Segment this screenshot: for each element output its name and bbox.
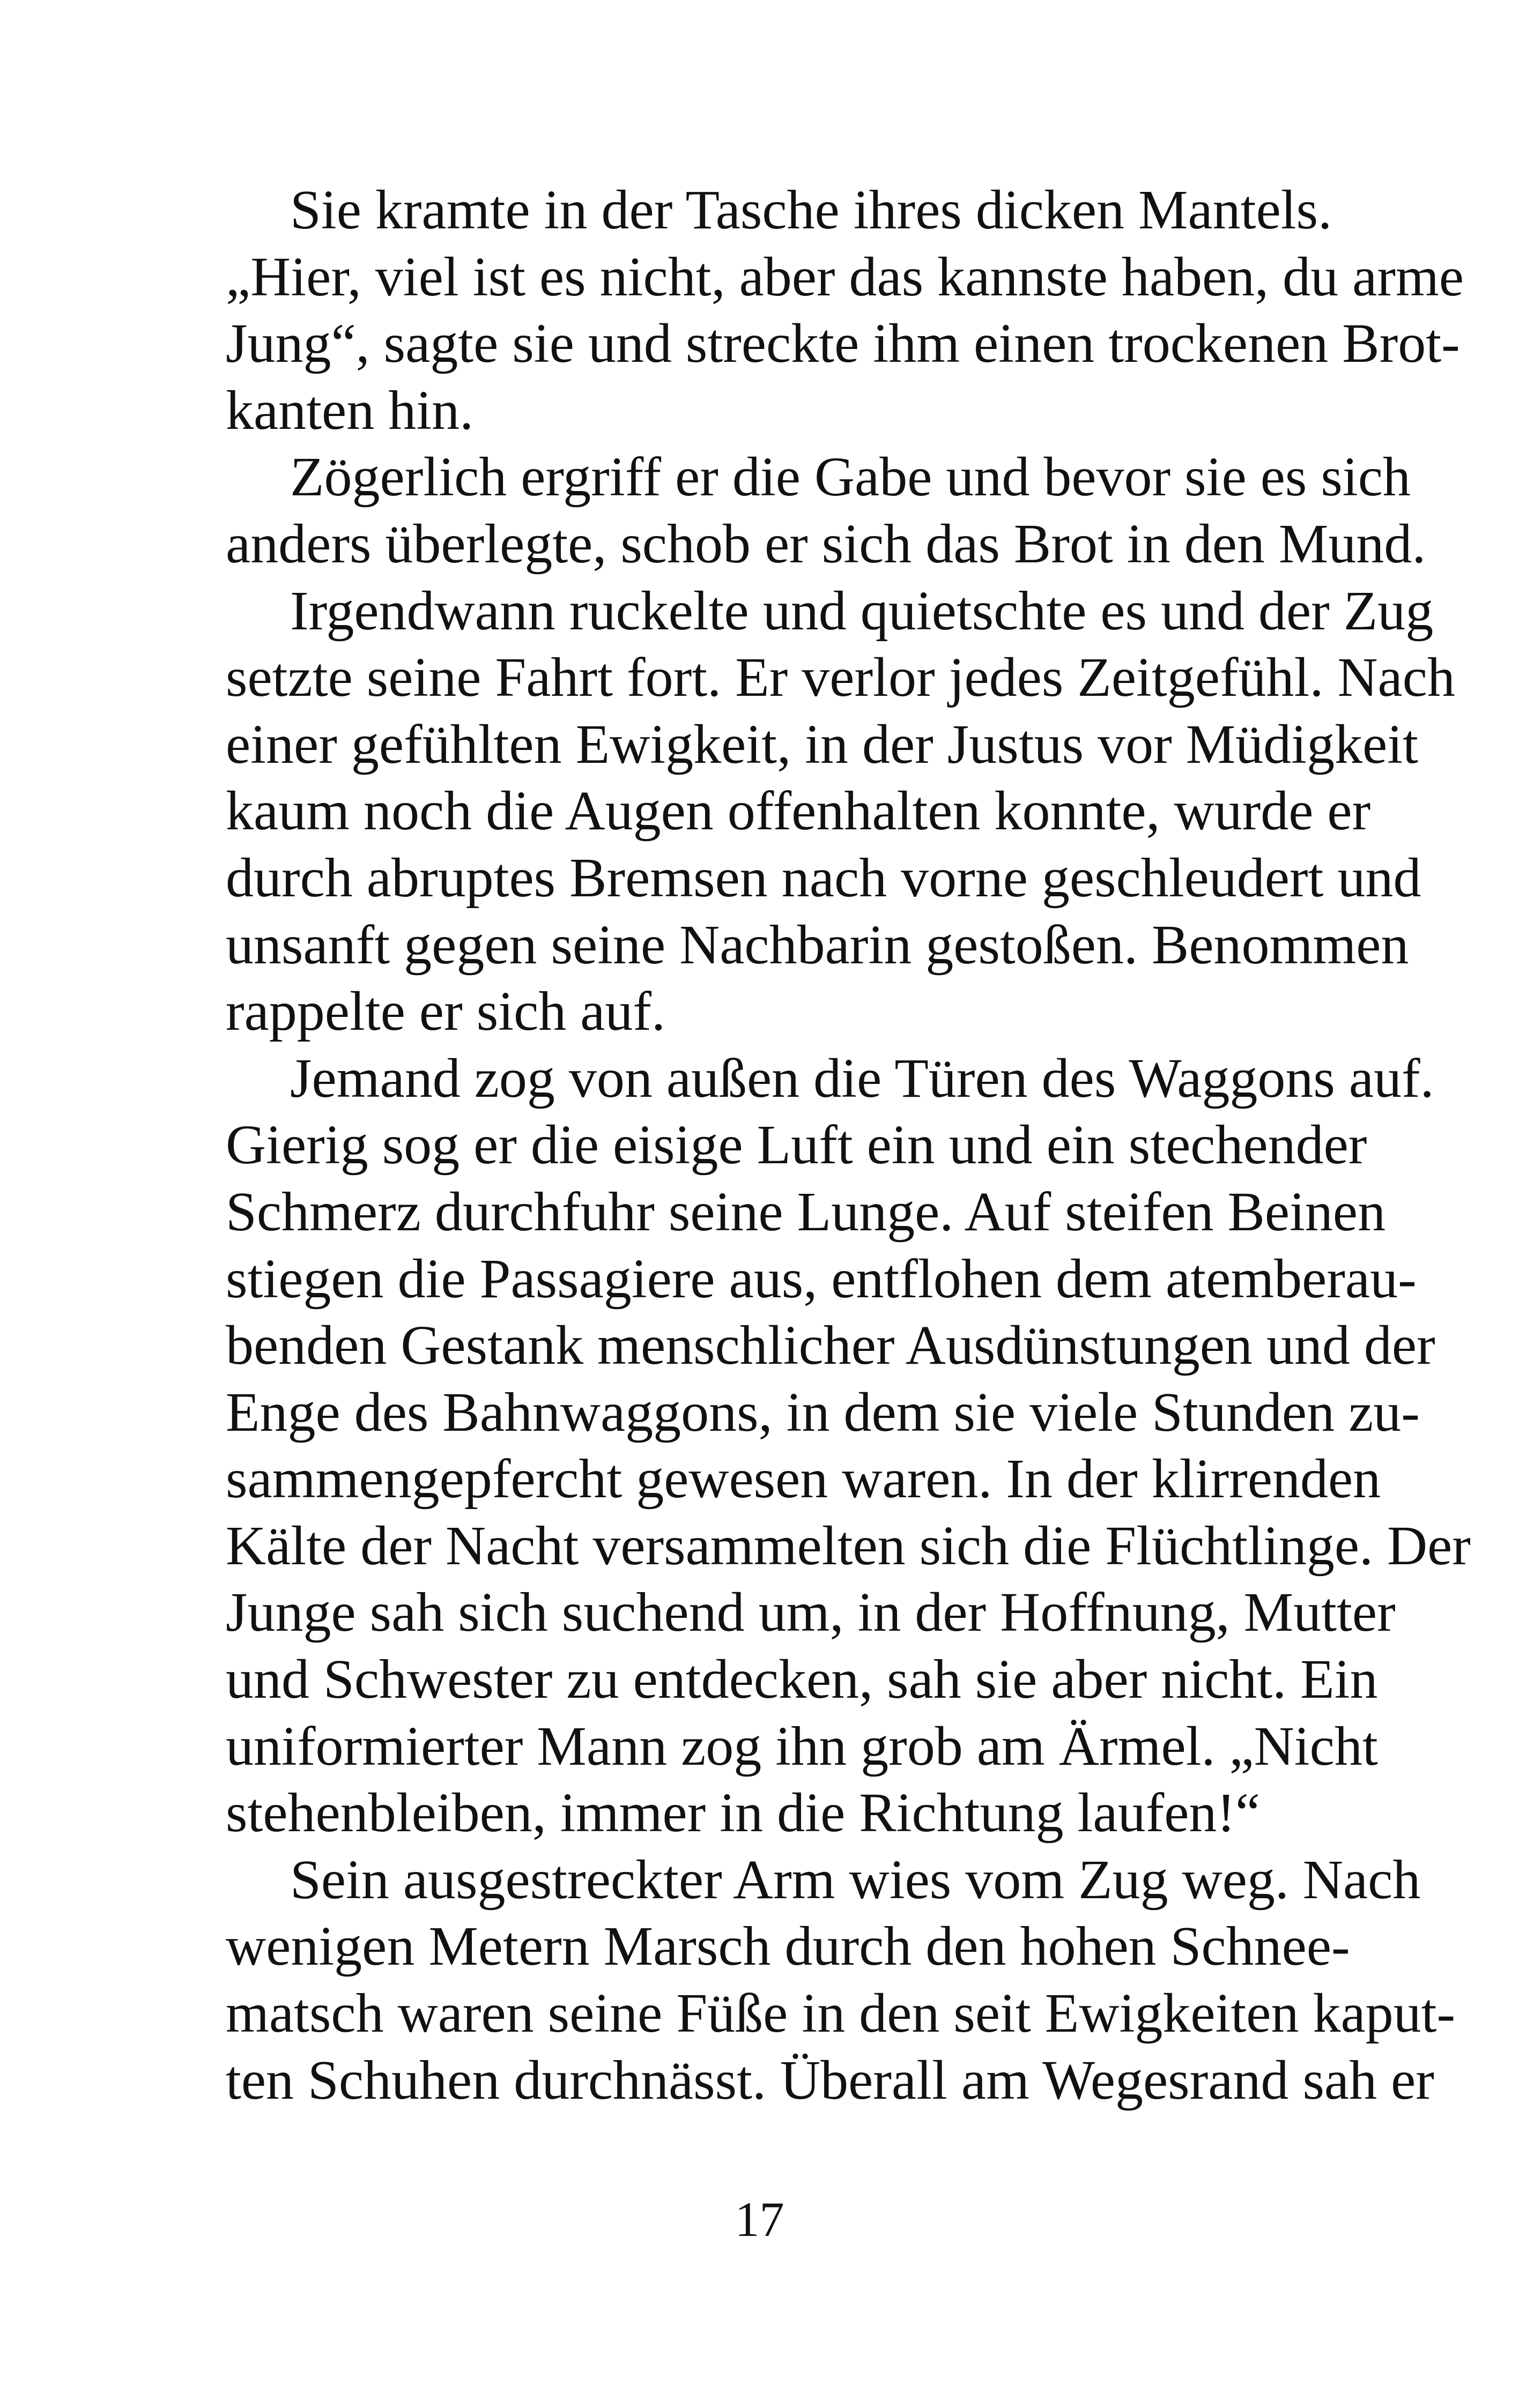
text-line: uniformierter Mann zog ihn grob am Ärmel. „Nicht	[226, 1715, 1378, 1777]
body-text	[226, 177, 1471, 2114]
paragraph	[226, 444, 1426, 577]
paragraph	[226, 1847, 1456, 2114]
text-line: setzte seine Fahrt fort. Er verlor jedes Zeitgefühl. Nach	[226, 646, 1455, 709]
text-line: rappelte er sich auf.	[226, 980, 666, 1043]
text-line: Kälte der Nacht versammelten sich die Flüchtlinge. Der	[226, 1514, 1471, 1577]
text-line: Gierig sog er die eisige Luft ein und ein stechender	[226, 1114, 1367, 1176]
text-line: Sie kramte in der Tasche ihres dicken Mantels.	[290, 179, 1332, 241]
text-line: Sein ausgestreckter Arm wies vom Zug weg. Nach	[290, 1848, 1421, 1911]
text-line: und Schwester zu entdecken, sah sie aber nicht. Ein	[226, 1648, 1378, 1711]
text-line: stehenbleiben, immer in die Richtung laufen!“	[226, 1782, 1261, 1844]
paragraph	[226, 177, 1464, 444]
text-line: ten Schuhen durchnässt. Überall am Wegesrand sah er	[226, 2049, 1434, 2111]
text-line: kanten hin.	[226, 379, 474, 441]
paragraph	[226, 1045, 1471, 1847]
text-line: Jemand zog von außen die Türen des Waggons auf.	[290, 1047, 1434, 1109]
text-line: wenigen Metern Marsch durch den hohen Schnee-	[226, 1915, 1350, 1978]
text-line: unsanft gegen seine Nachbarin gestoßen. Benommen	[226, 913, 1409, 976]
paragraph	[226, 578, 1455, 1045]
text-line: Junge sah sich suchend um, in der Hoffnung, Mutter	[226, 1581, 1396, 1644]
text-line: „Hier, viel ist es nicht, aber das kannste haben, du arme	[226, 246, 1464, 308]
text-line: anders überlegte, schob er sich das Brot in den Mund.	[226, 512, 1426, 575]
text-line: Enge des Bahnwaggons, in dem sie viele Stunden zu-	[226, 1381, 1420, 1443]
text-line: sammengepfercht gewesen waren. In der klirrenden	[226, 1448, 1381, 1510]
text-line: Jung“, sagte sie und streckte ihm einen trockenen Brot-	[226, 313, 1460, 375]
text-line: matsch waren seine Füße in den seit Ewigkeiten kaput-	[226, 1982, 1456, 2045]
text-line: kaum noch die Augen offenhalten konnte, wurde er	[226, 780, 1371, 842]
text-line: benden Gestank menschlicher Ausdünstungen und der	[226, 1314, 1435, 1377]
text-line: Irgendwann ruckelte und quietschte es und der Zug	[290, 579, 1434, 642]
text-line: einer gefühlten Ewigkeit, in der Justus vor Müdigkeit	[226, 713, 1419, 775]
text-line: Zögerlich ergriff er die Gabe und bevor sie es sich	[290, 446, 1411, 508]
text-line: durch abruptes Bremsen nach vorne geschleudert und	[226, 846, 1421, 909]
page-number: 17	[735, 2192, 784, 2247]
text-line: stiegen die Passagiere aus, entflohen dem atemberau-	[226, 1247, 1417, 1310]
text-line: Schmerz durchfuhr seine Lunge. Auf steifen Beinen	[226, 1180, 1386, 1243]
